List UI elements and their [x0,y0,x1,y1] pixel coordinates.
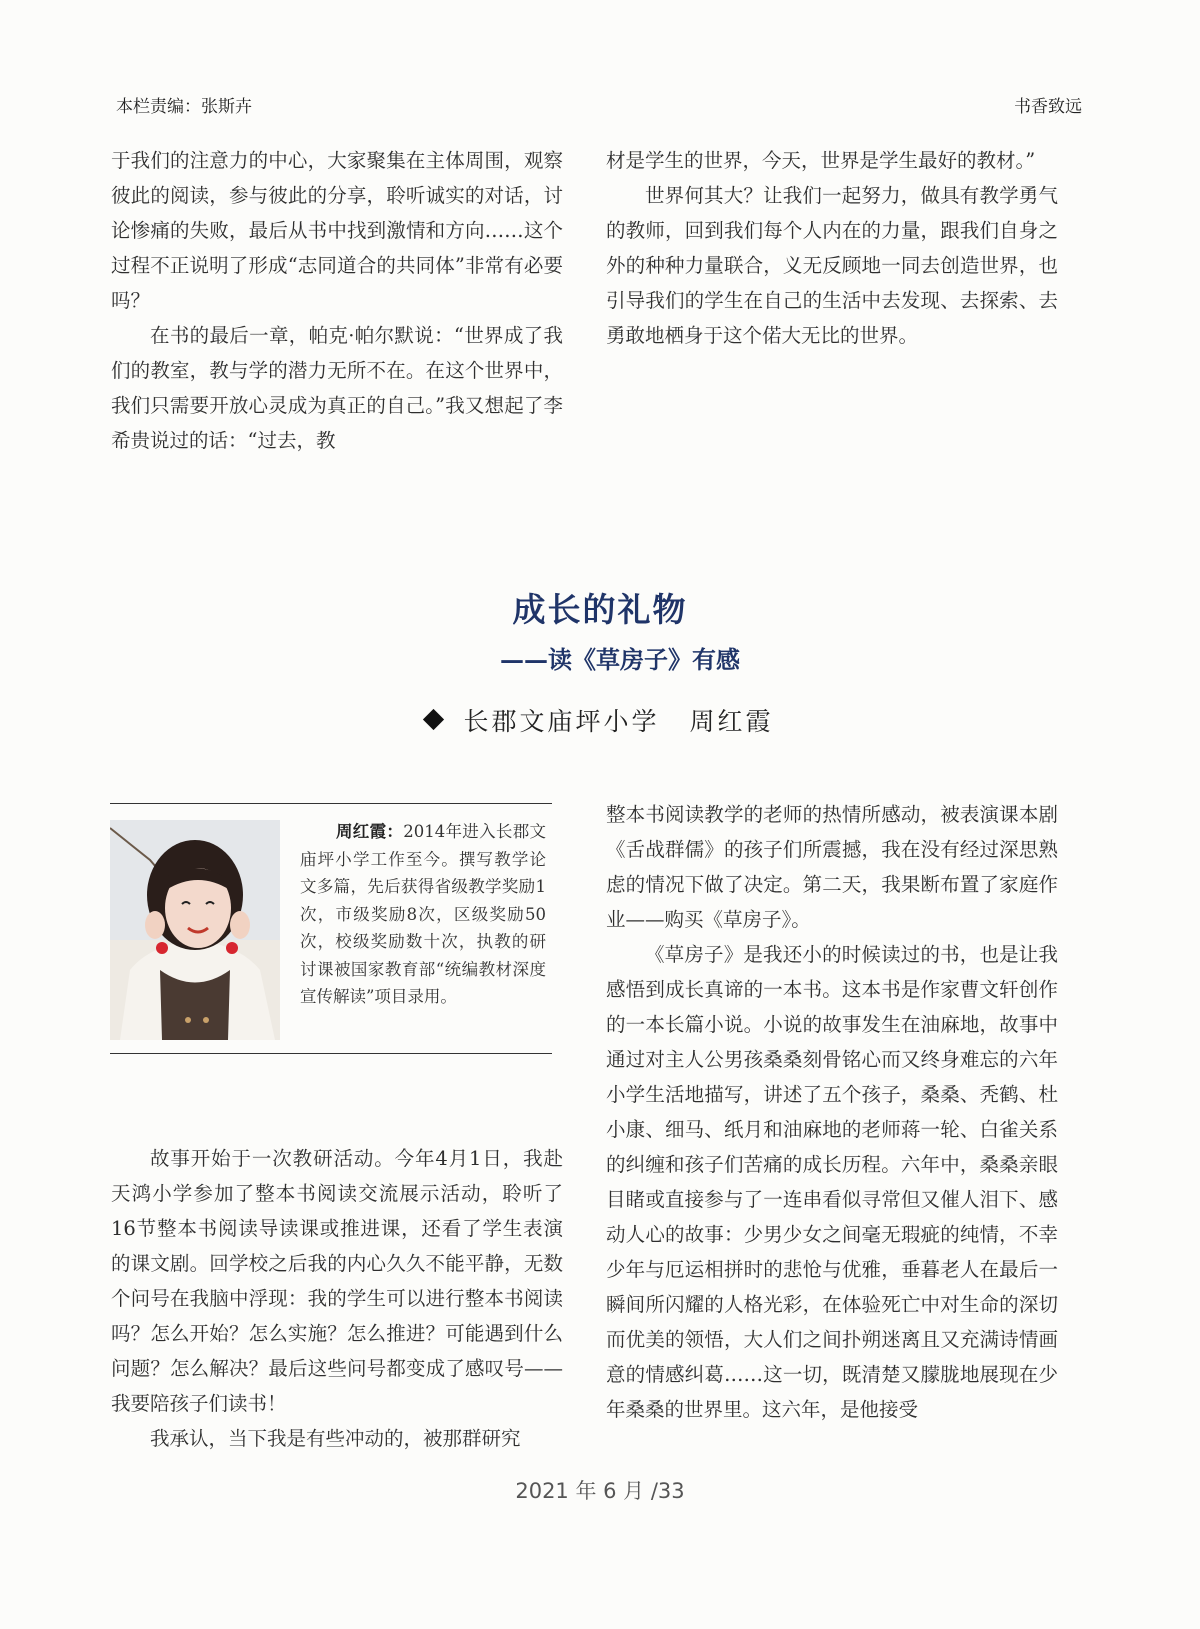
author-bio-box [110,803,552,1054]
author-photo [110,820,280,1040]
author-bio [300,818,546,1011]
paragraph: 于我们的注意力的中心，大家聚集在主体周围，观察彼此的阅读，参与彼此的分享，聆听诚实的对话，讨论惨痛的失败，最后从书中找到激情和方向……这个过程不正说明了形成“志同道合的共同体”非常有必要吗？ [111,149,563,312]
paragraph: 材是学生的世界，今天，世界是学生最好的教材。” [606,149,1036,172]
prev-article-left-column [111,143,563,458]
paragraph: 世界何其大？让我们一起努力，做具有教学勇气的教师，回到我们每个人内在的力量，跟我们自身之外的种种力量联合，义无反顾地一同去创造世界，也引导我们的学生在自己的生活中去发现、去探索、去勇敢地栖身于这个偌大无比的世界。 [606,184,1058,347]
page-footer: 2021 年 6 月 /33 [515,1479,685,1503]
paragraph: 《草房子》是我还小的时候读过的书，也是让我感悟到成长真谛的一本书。这本书是作家曹文轩创作的一本长篇小说。小说的故事发生在油麻地，故事中通过对主人公男孩桑桑刻骨铭心而又终身难忘的六年小学生活地描写，讲述了五个孩子，桑桑、秃鹤、杜小康、细马、纸月和油麻地的老师蒋一轮、白雀关系的纠缠和孩子们苦痛的成长历程。六年中，桑桑亲眼目睹或直接参与了一连串看似寻常但又催人泪下、感动人心的故事：少男少女之间毫无瑕疵的纯情，不幸少年与厄运相拼时的悲怆与优雅，垂暮老人在最后一瞬间所闪耀的人格光彩，在体验死亡中对生命的深切而优美的领悟，大人们之间扑朔迷离且又充满诗情画意的情感纠葛……这一切，既清楚又朦胧地展现在少年桑桑的世界里。这六年，是他接受 [606,943,1058,1421]
article-subtitle: ——读《草房子》有感 [500,645,740,674]
author-school: 长郡文庙坪小学 [463,707,660,736]
paragraph: 在书的最后一章，帕克·帕尔默说：“世界成了我们的教室，教与学的潜力无所不在。在这个世界中，我们只需要开放心灵成为真正的自己。”我又想起了李希贵说过的话：“过去，教 [111,324,563,452]
bio-text: 2014年进入长郡文庙坪小学工作至今。撰写教学论文多篇，先后获得省级教学奖励1次，市级奖励8次，区级奖励50次，校级奖励数十次，执教的研讨课被国家教育部“统编教材深度宣传解读”项目录用。 [300,822,546,1006]
diamond-icon [423,709,444,730]
article-left-column [111,1141,563,1456]
bio-name: 周红霞： [336,822,404,841]
portrait-image [110,820,280,1040]
paragraph: 故事开始于一次教研活动。今年4月1日，我赴天鸿小学参加了整本书阅读交流展示活动，聆听了16节整本书阅读导读课或推进课，还看了学生表演的课文剧。回学校之后我的内心久久不能平静，无数个问号在我脑中浮现：我的学生可以进行整本书阅读吗？怎么开始？怎么实施？怎么推进？可能遇到什么问题？怎么解决？最后这些问号都变成了感叹号——我要陪孩子们读书！ [111,1147,563,1415]
header-column-name: 书香致远 [1014,97,1082,117]
paragraph: 我承认，当下我是有些冲动的，被那群研究 [150,1427,521,1450]
prev-article-right-column [606,143,1058,353]
author-name: 周红霞 [689,707,774,736]
article-title: 成长的礼物 [512,590,688,629]
paragraph: 整本书阅读教学的老师的热情所感动，被表演课本剧《舌战群儒》的孩子们所震撼，我在没有经过深思熟虑的情况下做了决定。第二天，我果断布置了家庭作业——购买《草房子》。 [606,803,1058,931]
article-right-column [606,797,1058,1427]
byline [0,702,1200,738]
header-editor: 本栏责编：张斯卉 [116,97,252,117]
